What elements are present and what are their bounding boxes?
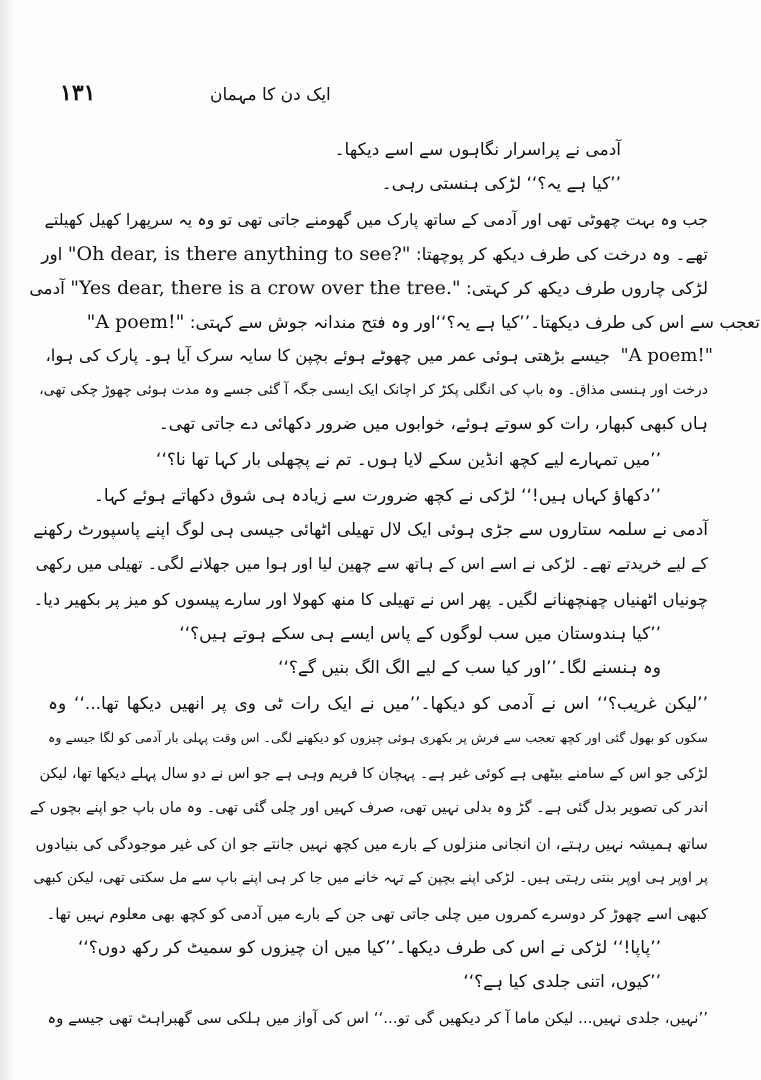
text-line: ’’نہیں، جلدی نہیں... لیکن ماما آ کر دیکھیں گی تو...‘‘ اس کی آواز میں ہلکی سی گھبراہٹ تھی جیسے وہ (47, 1009, 708, 1027)
text-line: ’’میں تمہارے لیے کچھ انڈین سکے لایا ہوں۔ تم نے پچھلی بار کہا تھا نا؟‘‘ (156, 450, 661, 470)
text-line: ساتھ ہمیشہ نہیں رہتے، ان انجانی منزلوں کے بارے میں کچھ نہیں جانتے جو ان کی غیر موجودگی کی بنیادوں (35, 835, 708, 853)
text-line: ’’دکھاؤ کہاں ہیں!‘‘ لڑکی نے کچھ ضرورت سے زیادہ ہی شوق دکھاتے ہوئے کہا۔ (93, 486, 661, 506)
english-quote: "A poem!" (620, 345, 713, 366)
page-gutter-shadow (0, 0, 14, 1080)
text-line: لڑکی جو اس کے سامنے بیٹھی ہے کوئی غیر ہے۔ پہچان کا فریم وہی ہے جو اس نے دو سال پہلے دیکھا تھا، لیکن (39, 766, 708, 782)
running-title: ایک دن کا مہمان (210, 85, 331, 105)
english-quote: "A poem!" (86, 311, 185, 333)
text-line: آدمی نے پراسرار نگاہوں سے اسے دیکھا۔ (334, 140, 621, 160)
page-header (60, 78, 700, 112)
english-quote: "Yes dear, there is a crow over the tree." (70, 277, 461, 299)
text-line: درخت اور ہنسی مذاق۔ وہ باپ کی انگلی پکڑ کر اچانک ایک ایسی جگہ آ گئی جسے وہ مدت ہوئی چھوڑ چکی تھی، (39, 382, 708, 398)
text-line: تھے۔ وہ درخت کی طرف دیکھ کر پوچھتا: "Oh dear, is there anything to see?" اور (41, 243, 708, 265)
text-line: وہ ہنسنے لگا۔’’اور کیا سب کے لیے الگ الگ بنیں گے؟‘‘ (278, 658, 661, 678)
page-number: ۱۳۱ (60, 80, 96, 106)
text-line: پر اوپر ہی اوپر بنتی رہتی ہیں۔ لڑکی اپنے بچپن کے تہہ خانے میں جا کر ہی اپنے باپ سے مل سکتی تھی، لیکن کبھی (33, 870, 708, 886)
text-line: ’’کیا ہندوستان میں سب لوگوں کے پاس ایسے ہی سکے ہوتے ہیں؟‘‘ (179, 624, 661, 644)
text-line: جب وہ بہت چھوٹی تھی اور آدمی کے ساتھ پارک میں گھومنے جاتی تھی تو وہ یہ سرپھرا کھیل کھیلتے (44, 210, 708, 229)
text-line: تعجب سے اس کی طرف دیکھتا۔’’کیا ہے یہ؟‘‘اور وہ فتح مندانہ جوش سے کہتی: "A poem!" (86, 311, 760, 333)
text-line: آدمی نے سلمہ ستاروں سے جڑی ہوئی ایک لال تھیلی اٹھائی جیسی ہی لوگ اپنے پاسپورٹ رکھنے (33, 520, 708, 540)
text-line: ’’کیوں، اتنی جلدی کیا ہے؟‘‘ (463, 972, 661, 992)
text-line: ہاں کبھی کبھار، رات کو سوتے ہوئے، خوابوں میں ضرور دکھائی دے جاتی تھی۔ (158, 414, 708, 434)
text-line: کبھی اسے چھوڑ کر دوسرے کمروں میں چلی جاتی تھی جن کے بارے میں آدمی کو کچھ بھی معلوم نہیں تھا۔ (46, 905, 708, 923)
text-line: ’’لیکن غریب؟‘‘ اس نے آدمی کو دیکھا۔’’میں نے ایک رات ٹی وی پر انھیں دیکھا تھا...‘‘ وہ (48, 694, 708, 714)
text-line: کے لیے خریدتے تھے۔ لڑکی نے اسے اس کے ہاتھ سے چھین لیا اور ہوا میں جھلانے لگی۔ تھیلی میں رکھی (35, 554, 708, 573)
text-line: اندر کی تصویر بدل گئی ہے۔ گڑ وہ بدلی نہیں تھی، صرف کہیں اور چلی گئی تھی۔ وہ ماں باپ جو اپنے بچوں کے (29, 800, 708, 816)
english-quote: "Oh dear, is there anything to see?" (67, 243, 411, 265)
text-line: ’’کیا ہے یہ؟‘‘ لڑکی ہنستی رہی۔ (381, 174, 621, 194)
text-line: چونیاں اٹھنیاں چھنچھنانے لگیں۔ پھر اس نے تھیلی کا منھ کھولا اور سارے پیسوں کو میز پر بکھیر دیا۔ (33, 590, 708, 609)
text-line: سکوں کو بھول گئی اور کچھ تعجب سے فرش پر بکھری ہوئی چیزوں کو دیکھنے لگی۔ اس وقت پہلی بار آدمی کو لگا جیسے وہ (48, 730, 708, 745)
text-line: لڑکی چاروں طرف دیکھ کر کہتی: "Yes dear, there is a crow over the tree." آدمی (29, 277, 708, 299)
text-line: ’’پاپا!‘‘ لڑکی نے اس کی طرف دیکھا۔’’کیا میں ان چیزوں کو سمیٹ کر رکھ دوں؟‘‘ (77, 938, 661, 958)
text-line: "A poem!" جیسے بڑھتی ہوئی عمر میں چھوٹے ہوئے بچپن کا سایہ سرک آیا ہو۔ پارک کی ہوا، (45, 345, 713, 366)
